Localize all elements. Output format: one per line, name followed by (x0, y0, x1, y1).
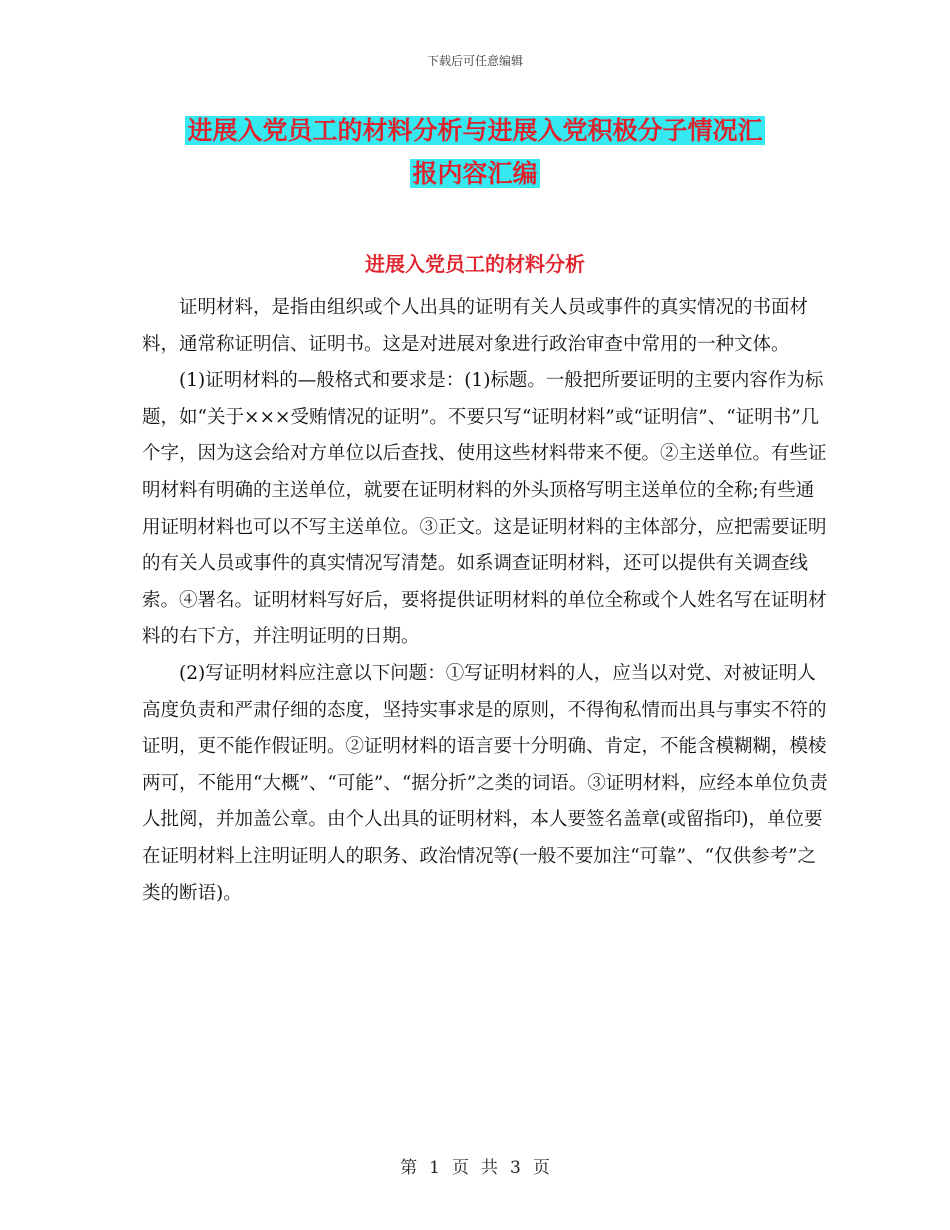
document-title-text-1: 进展入党员工的材料分析与进展入党积极分子情况汇 (187, 116, 763, 145)
section-title: 进展入党员工的材料分析 (365, 252, 585, 276)
total-page-count: 3 (510, 1158, 521, 1178)
footer-gong: 共 (481, 1158, 498, 1178)
paragraph: 证明材料，是指由组织或个人出具的证明有关人员或事件的真实情况的书面材料，通常称证明信、证明书。这是对进展对象进行政治审查中常用的一种文体。 (142, 297, 809, 355)
paragraph: (2)写证明材料应注意以下问题：①写证明材料的人，应当以对党、对被证明人高度负责和严肃仔细的态度，坚持实事求是的原则，不得徇私情而出具与事实不符的证明，更不能作假证明。②证明材料的语言要十分明确、肯定，不能含模糊糊，模棱两可，不能用“大概”、“可能”、“据分折”之类的词语。③证明材料，应经本单位负责人批阅，并加盖公章。由个人出具的证明材料，本人要签名盖章(或留指印)，单位要在证明材料上注明证明人的职务、政治情况等(一般不要加注“可靠”、“仅供参考”之类的断语)。 (142, 662, 828, 904)
footer-ye: 页 (452, 1158, 469, 1178)
paragraph: (1)证明材料的—般格式和要求是：(1)标题。一般把所要证明的主要内容作为标题，如“关于×××受贿情况的证明”。不要只写“证明材料”或“证明信”、“证明书”几个字，因为这会给对方单位以后查找、使用这些材料带来不便。②主送单位。有些证明材料有明确的主送单位，就要在证明材料的外头顶格写明主送单位的全称;有些通用证明材料也可以不写主送单位。③正文。这是证明材料的主体部分，应把需要证明的有关人员或事件的真实情况写清楚。如系调查证明材料，还可以提供有关调查线索。④署名。证明材料写好后，要将提供证明材料的单位全称或个人姓名写在证明材料的右下方，并注明证明的日期。 (142, 370, 827, 648)
page-footer (0, 1153, 950, 1178)
current-page-number: 1 (429, 1158, 440, 1178)
document-title-text-2: 报内容汇编 (412, 159, 538, 188)
document-title-line-2 (0, 155, 950, 193)
document-body (142, 290, 832, 912)
footer-ye-2: 页 (532, 1158, 550, 1178)
footer-di: 第 (400, 1158, 418, 1178)
document-title-line-1 (0, 112, 950, 150)
header-note: 下载后可任意编辑 (426, 54, 523, 68)
